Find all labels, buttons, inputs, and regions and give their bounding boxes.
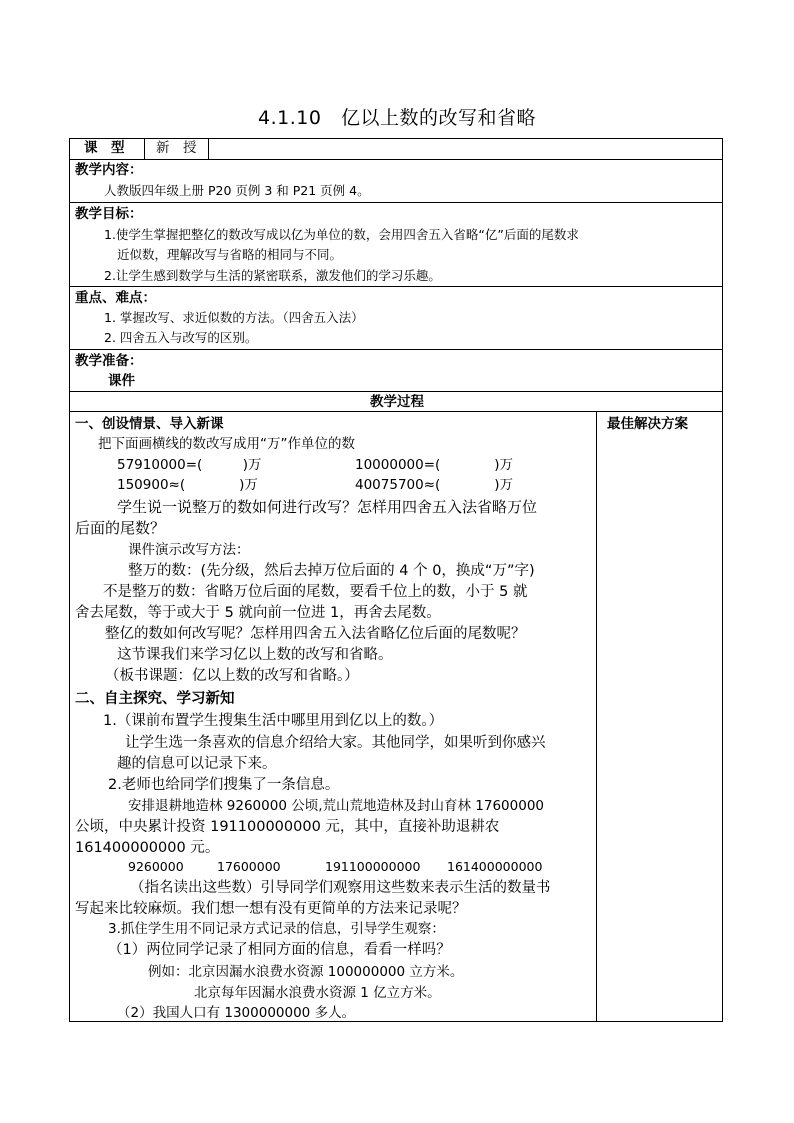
goal-line: 近似数，理解改写与省略的相同与不同。: [117, 247, 343, 262]
preparation-label: 教学准备：: [75, 353, 143, 369]
page-title: 4.1.10 亿以上数的改写和省略: [258, 107, 536, 129]
body-line: （板书课题：亿以上数的改写和省略。）: [105, 668, 359, 684]
exercise-line: 150900≈( )万: [117, 477, 258, 493]
section-heading: 二、自主探究、学习新知: [75, 691, 235, 707]
body-line: 北京每年因漏水浪费水资源 1 亿立方米。: [194, 985, 441, 1001]
body-line: 2.老师也给同学们搜集了一条信息。: [108, 777, 340, 793]
body-line: （指名读出这些数）引导同学们观察用这些数来表示生活的数量书: [130, 880, 551, 896]
number-item: 9260000: [128, 859, 184, 874]
body-line: 安排退耕地造林 9260000 公顷,荒山荒地造林及封山育林 17600000: [128, 798, 545, 814]
body-line: 把下面画横线的数改写成用“万”作单位的数: [98, 436, 355, 452]
body-line: 公顷，中央累计投资 191100000000 元，其中，直接补助退耕农: [75, 819, 500, 835]
side-header: 最佳解决方案: [607, 416, 688, 432]
body-line: 舍去尾数，等于或大于 5 就向前一位进 1，再舍去尾数。: [75, 605, 441, 621]
body-line: 161400000000 元。: [75, 840, 220, 856]
course-type-value: 新 授: [156, 140, 197, 156]
body-line: 例如：北京因漏水浪费水资源 100000000 立方米。: [148, 964, 464, 980]
row-divider: [70, 159, 722, 160]
key-point-line: 1. 掌握改写、求近似数的方法。（四舍五入法）: [104, 310, 364, 325]
body-line: 1.（课前布置学生搜集生活中哪里用到亿以上的数。）: [103, 713, 444, 729]
body-line: 写起来比较麻烦。我们想一想有没有更简单的方法来记录呢？: [75, 901, 467, 917]
exercise-line: 10000000=( )万: [355, 457, 514, 473]
body-line: 不是整万的数：省略万位后面的尾数，要看千位上的数，小于 5 就: [103, 584, 528, 600]
course-type-label: 课 型: [84, 140, 125, 156]
body-line: 整万的数：(先分级，然后去掉万位后面的 4 个 0，换成“万”字): [128, 563, 535, 579]
goal-line: 1.使学生掌握把整亿的数改写成以亿为单位的数，会用四舍五入省略“亿”后面的尾数求: [104, 227, 579, 242]
row-divider: [70, 286, 722, 287]
row-divider: [70, 202, 722, 203]
col-divider: [144, 139, 145, 159]
exercise-line: 57910000=( )万: [117, 457, 262, 473]
number-item: 191100000000: [325, 859, 421, 874]
body-line: 让学生选一条喜欢的信息介绍给大家。其他同学，如果听到你感兴: [125, 735, 546, 751]
row-divider: [70, 349, 722, 350]
body-line: 趣的信息可以记录下来。: [117, 756, 277, 772]
body-line: 这节课我们来学习亿以上数的改写和省略。: [117, 647, 393, 663]
key-points-label: 重点、难点：: [75, 290, 156, 306]
content-text: 人教版四年级上册 P20 页例 3 和 P21 页例 4。: [104, 183, 370, 198]
key-point-line: 2. 四舍五入与改写的区别。: [104, 330, 258, 345]
body-line: 3.抓住学生用不同记录方式记录的信息，引导学生观察：: [108, 921, 445, 937]
body-line: 整亿的数如何改写呢？怎样用四舍五入法省略亿位后面的尾数呢？: [105, 626, 526, 642]
body-line: 学生说一说整万的数如何进行改写？怎样用四舍五入法省略万位: [117, 498, 538, 516]
process-header: 教学过程: [370, 394, 424, 410]
content-label: 教学内容：: [75, 162, 143, 178]
body-line: 课件演示改写方法：: [128, 542, 250, 558]
preparation-text: 课件: [108, 373, 135, 389]
number-item: 161400000000: [447, 859, 543, 874]
col-divider: [208, 139, 209, 159]
body-line: （1）两位同学记录了相同方面的信息，看看一样吗？: [108, 942, 451, 958]
goals-label: 教学目标：: [75, 206, 143, 222]
exercise-line: 40075700≈( )万: [355, 477, 514, 493]
goal-line: 2.让学生感到数学与生活的紧密联系，激发他们的学习乐趣。: [104, 268, 441, 283]
col-divider: [596, 411, 597, 1021]
body-line: （2）我国人口有 1300000000 多人。: [117, 1005, 356, 1021]
body-line: 后面的尾数？: [75, 519, 166, 537]
section-heading: 一、创设情景、导入新课: [75, 416, 224, 432]
number-item: 17600000: [217, 859, 281, 874]
